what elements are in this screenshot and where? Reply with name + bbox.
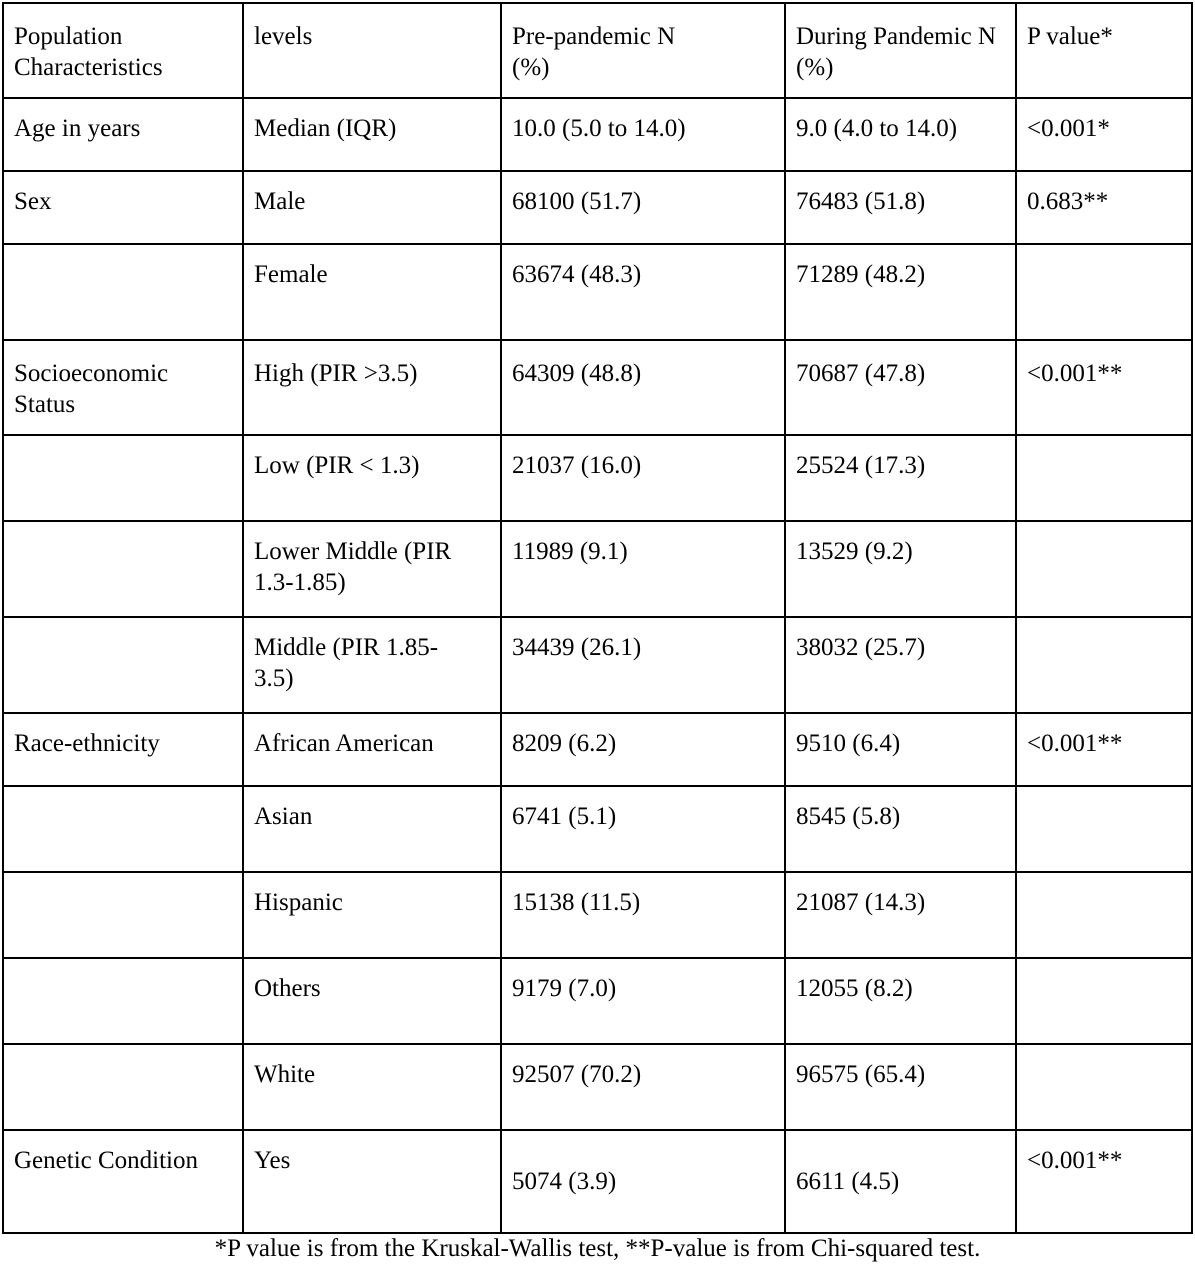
table-row	[3, 617, 1192, 713]
header-pre-pandemic-text: Pre-pandemic N (%)	[512, 23, 676, 81]
cell-during-pandemic: 25524 (17.3)	[785, 435, 1016, 521]
header-p-value-text: P value*	[1027, 23, 1113, 50]
cell-p-value	[1016, 521, 1192, 617]
cell-p-value	[1016, 435, 1192, 521]
table-row	[3, 786, 1192, 872]
cell-pre-pandemic: 64309 (48.8)	[501, 340, 785, 435]
cell-pre-pandemic: 8209 (6.2)	[501, 713, 785, 786]
cell-level: Male	[243, 171, 501, 244]
cell-during-pandemic: 21087 (14.3)	[785, 872, 1016, 958]
header-during-pandemic-text: During Pandemic N (%)	[796, 23, 996, 81]
cell-during-pandemic: 9510 (6.4)	[785, 713, 1016, 786]
cell-level: Asian	[243, 786, 501, 872]
cell-characteristic	[3, 617, 243, 713]
table-row	[3, 340, 1192, 435]
cell-pre-pandemic: 68100 (51.7)	[501, 171, 785, 244]
header-characteristic-text: Population Characteristics	[14, 23, 163, 81]
header-p-value	[1016, 3, 1192, 98]
cell-p-value	[1016, 786, 1192, 872]
cell-p-value: 0.683**	[1016, 171, 1192, 244]
table-row	[3, 1044, 1192, 1130]
cell-during-pandemic: 96575 (65.4)	[785, 1044, 1016, 1130]
cell-characteristic	[3, 872, 243, 958]
cell-level: Median (IQR)	[243, 98, 501, 171]
header-characteristic	[3, 3, 243, 98]
cell-pre-pandemic: 34439 (26.1)	[501, 617, 785, 713]
cell-p-value	[1016, 617, 1192, 713]
cell-p-value	[1016, 958, 1192, 1044]
cell-pre-pandemic: 15138 (11.5)	[501, 872, 785, 958]
cell-level: High (PIR >3.5)	[243, 340, 501, 435]
cell-during-pandemic: 70687 (47.8)	[785, 340, 1016, 435]
cell-pre-pandemic: 92507 (70.2)	[501, 1044, 785, 1130]
cell-level	[243, 617, 501, 713]
header-pre-pandemic	[501, 3, 785, 98]
cell-level: African American	[243, 713, 501, 786]
table-row	[3, 435, 1192, 521]
header-during-pandemic	[785, 3, 1016, 98]
cell-level: Hispanic	[243, 872, 501, 958]
cell-level: Others	[243, 958, 501, 1044]
cell-pre-pandemic: 9179 (7.0)	[501, 958, 785, 1044]
cell-p-value	[1016, 244, 1192, 340]
cell-characteristic: Sex	[3, 171, 243, 244]
cell-during-pandemic: 38032 (25.7)	[785, 617, 1016, 713]
table-row	[3, 521, 1192, 617]
cell-pre-pandemic: 5074 (3.9)	[501, 1130, 785, 1233]
cell-characteristic: Genetic Condition	[3, 1130, 243, 1233]
cell-pre-pandemic: 63674 (48.3)	[501, 244, 785, 340]
table-row	[3, 244, 1192, 340]
cell-characteristic: Race-ethnicity	[3, 713, 243, 786]
cell-characteristic	[3, 958, 243, 1044]
header-levels	[243, 3, 501, 98]
cell-p-value: <0.001**	[1016, 1130, 1192, 1233]
cell-characteristic	[3, 435, 243, 521]
cell-level: Low (PIR < 1.3)	[243, 435, 501, 521]
cell-characteristic	[3, 1044, 243, 1130]
table-row	[3, 98, 1192, 171]
cell-characteristic	[3, 521, 243, 617]
cell-pre-pandemic: 21037 (16.0)	[501, 435, 785, 521]
cell-p-value: <0.001**	[1016, 340, 1192, 435]
cell-p-value: <0.001*	[1016, 98, 1192, 171]
cell-characteristic-text: Socioeconomic Status	[14, 360, 169, 418]
cell-during-pandemic: 71289 (48.2)	[785, 244, 1016, 340]
cell-during-pandemic: 13529 (9.2)	[785, 521, 1016, 617]
cell-p-value	[1016, 872, 1192, 958]
cell-p-value	[1016, 1044, 1192, 1130]
table-row	[3, 171, 1192, 244]
cell-during-pandemic: 8545 (5.8)	[785, 786, 1016, 872]
table-row	[3, 872, 1192, 958]
table-footnote: *P value is from the Kruskal-Wallis test, **P-value is from Chi-squared test.	[214, 1235, 981, 1262]
table-header-row	[3, 3, 1192, 98]
cell-characteristic	[3, 340, 243, 435]
table-row	[3, 713, 1192, 786]
table-row	[3, 958, 1192, 1044]
cell-level-text: Lower Middle (PIR 1.3-1.85)	[254, 538, 452, 596]
cell-during-pandemic: 76483 (51.8)	[785, 171, 1016, 244]
cell-during-pandemic: 6611 (4.5)	[785, 1130, 1016, 1233]
cell-level	[243, 521, 501, 617]
cell-during-pandemic: 12055 (8.2)	[785, 958, 1016, 1044]
cell-level: Female	[243, 244, 501, 340]
table-row	[3, 1130, 1192, 1233]
cell-level-text: Middle (PIR 1.85-3.5)	[254, 634, 439, 692]
cell-during-pandemic: 9.0 (4.0 to 14.0)	[785, 98, 1016, 171]
cell-pre-pandemic: 10.0 (5.0 to 14.0)	[501, 98, 785, 171]
cell-pre-pandemic: 11989 (9.1)	[501, 521, 785, 617]
cell-pre-pandemic: 6741 (5.1)	[501, 786, 785, 872]
cell-characteristic	[3, 244, 243, 340]
header-levels-text: levels	[254, 23, 313, 50]
cell-level: Yes	[243, 1130, 501, 1233]
cell-p-value: <0.001**	[1016, 713, 1192, 786]
cell-characteristic	[3, 786, 243, 872]
cell-level: White	[243, 1044, 501, 1130]
cell-characteristic: Age in years	[3, 98, 243, 171]
characteristics-table	[2, 2, 1193, 1234]
